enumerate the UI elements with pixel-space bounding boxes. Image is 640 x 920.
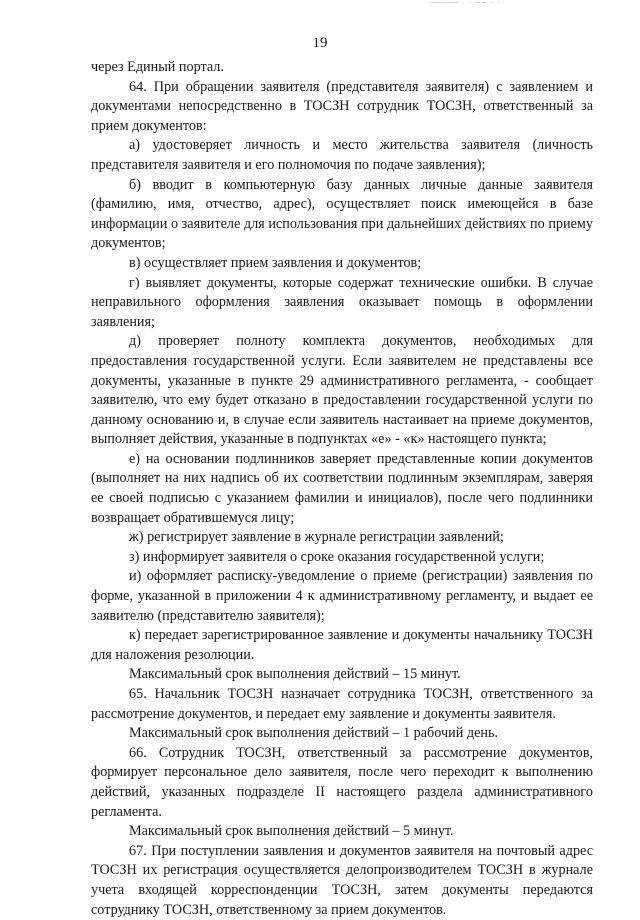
top-scan-mark: ————— · ·· —— ·· ··· (430, 0, 506, 6)
paragraph: ж) регистрирует заявление в журнале регистрации заявлений; (129, 529, 504, 546)
paragraph: 65. Начальник ТОСЗН назначает сотрудника ТОСЗН, ответственного за рассмотрение документов, и передает ему заявление и документы заявителя. (91, 686, 593, 722)
paragraph: б) вводит в компьютерную базу данных личные данные заявителя (фамилию, имя, отчество, адрес), осуществляет поиск имеющейся в базе информации о заявителе для использования при дальнейших действиях по приему документов; (91, 176, 593, 252)
paragraph: е) на основании подлинников заверяет представленные копии документов (выполняет на них надпись об их соответствии подлинным экземплярам, заверяя ее своей подписью с указанием фамилии и инициалов), после чего подлинники возвращает обратившемуся лицу; (91, 450, 593, 526)
paragraph: к) передает зарегистрированное заявление и документы начальнику ТОСЗН для наложения резолюции. (91, 627, 593, 663)
page-number: 19 (312, 35, 328, 51)
paragraph: в) осуществляет прием заявления и документов; (129, 254, 422, 271)
paragraph: а) удостоверяет личность и место жительства заявителя (личность представителя заявителя и его полномочия по подаче заявления); (91, 137, 593, 173)
paragraph: и) оформляет расписку-уведомление о приеме (регистрации) заявления по форме, указанной в приложении 4 к административному регламенту, и выдает ее заявителю (представителю заявителя); (91, 568, 593, 624)
paragraph: Максимальный срок выполнения действий – 15 минут. (129, 666, 461, 683)
continuation-paragraph: через Единый портал. (91, 59, 224, 75)
paragraph: з) информирует заявителя о сроке оказания государственной услуги; (129, 548, 545, 565)
paragraph: 67. При поступлении заявления и документов заявителя на почтовый адрес ТОСЗН их регистрация осуществляется делопроизводителем ТОСЗН в журнале учета входящей корреспонденции ТОСЗН, затем документы передаются сотруднику ТОСЗН, ответственному за прием документов. (91, 842, 593, 918)
paragraph: 66. Сотрудник ТОСЗН, ответственный за рассмотрение документов, формирует персональное дело заявителя, после чего переходит к выполнению действий, указанных подразделе II настоящего раздела административного регламента. (91, 744, 593, 820)
paragraph: г) выявляет документы, которые содержат технические ошибки. В случае неправильного оформления заявления оказывает помощь в оформлении заявления; (91, 274, 593, 330)
document-body (91, 58, 593, 920)
paragraph: Максимальный срок выполнения действий – 1 рабочий день. (129, 725, 498, 742)
paragraph: Максимальный срок выполнения действий – 5 минут. (129, 823, 454, 840)
paragraph: д) проверяет полноту комплекта документов, необходимых для предоставления государственной услуги. Если заявителем не представлены все документы, указанные в пункте 29 административного регламента, - сообщает заявителю, что ему будет отказано в предоставлении государственной услуги по данному основанию и, в случае если заявитель настаивает на приеме документов, выполняет действия, указанные в подпунктах «е» - «к» настоящего пункта; (91, 333, 593, 448)
paragraph: 64. При обращении заявителя (представителя заявителя) с заявлением и документами непосредственно в ТОСЗН сотрудник ТОСЗН, ответственный за прием документов: (91, 78, 593, 134)
